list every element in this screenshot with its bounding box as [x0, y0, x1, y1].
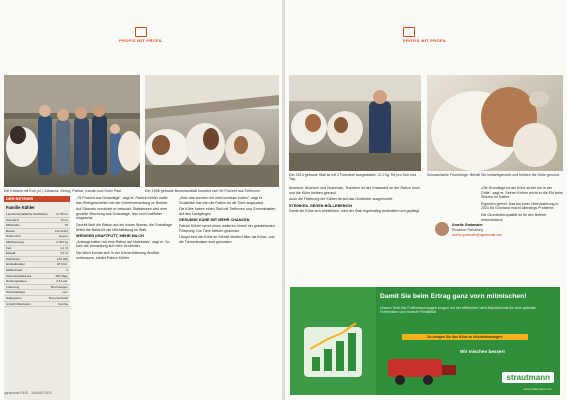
factbox-title: Familie Kühler	[6, 205, 35, 210]
section-header-label: PROFIS MIT PROFIL	[119, 38, 163, 43]
article-column-1	[289, 186, 427, 282]
farm-factbox	[4, 196, 70, 400]
ad-url[interactable]: www.strautmann.com	[523, 387, 552, 391]
magazine-logo-icon	[135, 27, 147, 37]
author-email[interactable]: amelie.grabmaier@agrarheute.com	[452, 233, 503, 237]
paragraph: „Anfangs hatten wir eine Ration auf Maisbasis“, sagt er. So kam die Umstellung auf mehr Grobfutter.	[76, 239, 170, 249]
paragraph: Patrick Kühler nennt einen weiteren Vorteil der grasbetonten Fütterung: Die Tiere bleiben gesünder.	[179, 223, 275, 233]
ad-headline: Damit Sie beim Ertrag ganz vorn mitmischen!	[380, 293, 527, 300]
strautmann-logo: strautmann	[502, 372, 554, 383]
paragraph: Damit die Kühe sich wohlfühlen, wird der Stall regelmäßig kontrolliert und gepflegt.	[289, 209, 421, 214]
calf-feeding-drawing	[289, 75, 421, 171]
factbox-row: Rasse Fleckvieh	[6, 228, 68, 233]
paragraph: Eigenlich geehrt. Das bei einer Überdosierung in 2021 für Grünland macht allerdings Probleme.	[481, 201, 559, 211]
factbox-heading: DER BETRIEB	[6, 196, 34, 201]
strautmann-advertisement[interactable]	[290, 287, 560, 395]
subheading: GESUNDE KÜHE MIT MEHR CHANCEN	[179, 218, 250, 223]
paragraph: „Die Grundlage ist der Kühe sicher ein in der Grille“, sagt er. Seinen Kühen reicht er die EM beim Silieren im Sattler.	[481, 186, 563, 200]
factbox-row: Zwischenkalbezeit 390 Tage	[6, 273, 68, 278]
factbox-row: Nutzungsdauer 3,5 Lakt.	[6, 279, 68, 284]
factbox-row: Landwirtschaftliche Nutzfläche rd. 85 ha	[6, 212, 68, 216]
subheading: WENIGER KRAFTFUTT, MEHR MILCH	[76, 234, 144, 239]
factbox-row: Grünland 75 ha	[6, 217, 68, 222]
factbox-row: Stallsystem Boxenlaufstall	[6, 295, 68, 300]
paragraph: Auf Silomais verzichtet er bewusst. Stattdessen wird eine gezielte Mischung aus Grassilage, Heu und Kraftfutter eingesetzt.	[76, 207, 168, 221]
author-name: Amelie Grabmaier	[452, 223, 483, 227]
factbox-row: Milchleistung 9.000 kg	[6, 239, 68, 244]
factbox-row: Nachzucht eigene	[6, 234, 68, 239]
paragraph: Die Kühe haben einen Stall mit Tiefboxen und Gummimatten auf den Laufgängen.	[179, 207, 276, 216]
article-column-1	[76, 196, 174, 390]
paragraph: Derzeit läuft die Ration auf ein hohes Niveau; die Grassilage liefert die Basis für die Milchleistung im Stall.	[76, 222, 173, 232]
cows-stall-drawing	[145, 75, 279, 187]
left-page	[0, 0, 282, 400]
ad-tagline: Wir mischen besser!	[460, 349, 505, 354]
factbox-rows	[4, 212, 70, 307]
section-header-label: PROFIS MIT PROFIL	[403, 38, 447, 43]
paragraph: Auch die Fütterung der Kälber ist auf das Grobfutter ausgerichtet.	[289, 197, 394, 202]
calf-photo-caption: Der 2014 gebaute Stall ist mit 2 Robotern ausgestattet; 22,2 kg TM pro Kuh und Tag.	[289, 173, 416, 182]
factbox-row: Eiweiß 3,6 %	[6, 251, 68, 256]
paragraph: „Aber das konnten wir nicht konstant halten“, sagt er. Zusätzlich hat sich die Ration an die Tiere angepasst.	[179, 196, 265, 205]
cows-stall-photo	[145, 75, 279, 187]
author-role: Redaktion Tierhaltung	[452, 228, 484, 232]
article-column-2	[481, 186, 563, 282]
section-header	[285, 27, 567, 43]
paragraph: „75 Prozent aus Grassilage“, sagt er. Patrick Kühler malte das Wirtsgeschehen bei der Körnerverwertung im Betrieb.	[76, 196, 169, 205]
section-header	[0, 27, 282, 43]
calf-feeding-photo	[289, 75, 421, 171]
cow-closeup-drawing	[427, 75, 563, 171]
family-photo-drawing	[4, 75, 140, 187]
factbox-row: Fütterung Mischwagen	[6, 284, 68, 289]
cows-photo-caption: Der 1996 gebaute Boxenlaufstall bewährt sich 90 Prozent aus Tiefboxen.	[145, 189, 262, 193]
paragraph: Die Milch konnte sich in der Körnerfütterung deutlich verbessern, erklärt Patrick Kühler.	[76, 250, 160, 260]
ad-bar-graphic	[290, 287, 376, 395]
factbox-row: Zellzahlen 165.000	[6, 256, 68, 261]
ad-cta-button[interactable]: So bringen Sie Ihre Kühe zu Höchstleistungen!	[402, 334, 528, 340]
page-footer: agrarheute RIND · JANUAR 2025	[4, 391, 52, 395]
factbox-row: Weidehaltung nein	[6, 290, 68, 295]
author-avatar	[435, 222, 449, 236]
magazine-logo-icon	[403, 27, 415, 37]
subheading: STEINKEIL GEGEN BÖLLEBERICH	[289, 203, 353, 208]
factbox-row: Erstkalbealter 26 Mon.	[6, 262, 68, 267]
cow-photo-caption: Schwachkeile Fruchtfolge: Behält Sie bedarfsgerecht und bleiben die Kühe gesund.	[427, 173, 560, 177]
family-photo	[4, 75, 140, 187]
paragraph: Anonium, Anonium und Nochmals. Trotzdem ist der Grasanteil an der Ration hoch, und die Kühe bleiben gesund.	[289, 186, 421, 195]
right-page	[285, 0, 567, 400]
ad-body-text: Unsere Verti-Mix Futtermischwagen sorgen mit der effizienten Verti-Mischtechnik für eine optimale Futterration und höchste Flexibilität.	[380, 306, 536, 315]
paragraph: Die Grundfutterqualität ist für den Betrieb entscheidend.	[481, 212, 547, 222]
factbox-row: Milchkühe 76	[6, 223, 68, 228]
family-photo-caption: Die Kühlers mit Kuh (v.l.) Johanna, Georg, Patrick, Karolin und Sohn Paul.	[4, 189, 122, 193]
paragraph: Längst sind die Kühe im Schnitt deutlich älter als früher, und die Tierarztkosten sind gesunken.	[179, 235, 275, 244]
article-column-2	[179, 196, 278, 390]
mixer-wagon-icon	[382, 353, 462, 387]
factbox-row: Anzahl Mitarbeiter Familie	[6, 301, 68, 306]
cow-closeup-photo	[427, 75, 563, 171]
factbox-row: Melkroboter 2	[6, 267, 68, 272]
factbox-row: Fett 4,1 %	[6, 245, 68, 250]
